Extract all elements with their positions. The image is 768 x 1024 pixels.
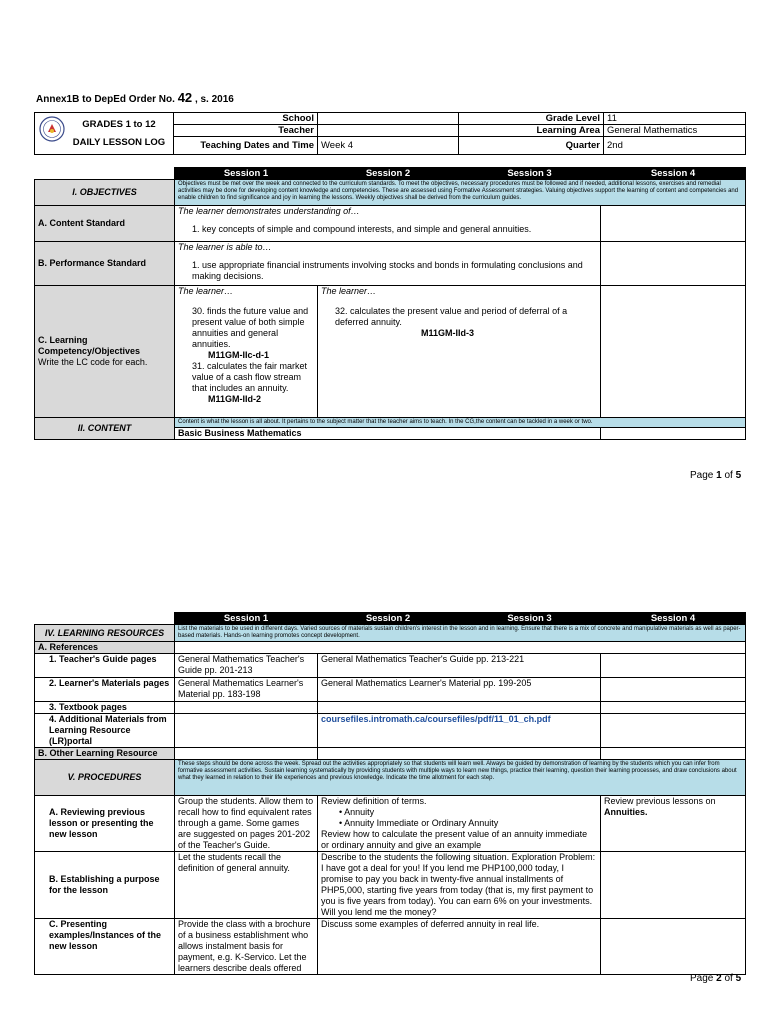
purpose-label: B. Establishing a purpose for the lesson	[35, 852, 175, 919]
session-4-header: Session 4	[601, 168, 746, 180]
session-2-header-p2: Session 2	[318, 613, 459, 625]
presenting-s2: Discuss some examples of deferred annuity in real life.	[318, 919, 601, 975]
presenting-s1: Provide the class with a brochure of a business establishment who allows instalment basis for payment, e.g. K-Servico. Let the learners describe deals offered	[175, 919, 318, 975]
session-4-header-p2: Session 4	[601, 613, 746, 625]
teachers-guide-label: 1. Teacher's Guide pages	[35, 654, 175, 678]
additional-materials-link[interactable]: coursefiles.intromath.ca/coursefiles/pdf/11_01_ch.pdf	[318, 714, 601, 748]
session-1-header: Session 1	[175, 168, 318, 180]
grade-level-label: Grade Level	[459, 113, 604, 125]
content-label: II. CONTENT	[35, 418, 175, 440]
session-2-header: Session 2	[318, 168, 459, 180]
content-standard-cell: The learner demonstrates understanding of… 1. key concepts of simple and compound interests, and simple and general annuities.	[175, 206, 601, 242]
page-1-number: Page 1 of 5	[690, 470, 742, 481]
content-note: Content is what the lesson is all about. It pertains to the subject matter that the teacher aims to teach. In the CG,the content can be tackled in a week or two.	[175, 418, 746, 428]
learners-materials-label: 2. Learner's Materials pages	[35, 678, 175, 702]
quarter-value: 2nd	[604, 137, 746, 155]
header-table	[34, 112, 746, 155]
purpose-s2: Describe to the students the following situation. Exploration Problem: I have got a deal for you! If you lend me PHP100,000 today, I promise to pay you back in twenty-five annual installments of PHP5,000, starting five years from today (that is, my first payment to you is five years from today). You can earn 6% on your investments. Will you lend me the money?	[318, 852, 601, 919]
session-3-header-p2: Session 3	[459, 613, 601, 625]
grade-level-value: 11	[604, 113, 746, 125]
performance-standard-cell: The learner is able to… 1. use appropriate financial instruments involving stocks and bonds in formulating conclusions and making decisions.	[175, 242, 601, 286]
lc-session-1: The learner… 30. finds the future value and present value of both simple annuities and general annuities. M11GM-IIc-d-1 31. calculates the fair market value of a cash flow stream that includes an annuity. M11GM-IId-2	[175, 286, 318, 418]
school-value	[318, 113, 459, 125]
procedures-label: V. PROCEDURES	[35, 760, 175, 796]
teacher-label: Teacher	[174, 125, 318, 137]
learning-resources-note: List the materials to be used in different days. Varied sources of materials sustain children's interest in the lesson and in learning. Ensure that there is a mix of concrete and manipulative materials as well as paper-based materials. Hands-on learning promotes concept development.	[175, 625, 746, 642]
learning-competency-label: C. Learning Competency/Objectives Write the LC code for each.	[35, 286, 175, 418]
performance-standard-label: B. Performance Standard	[35, 242, 175, 286]
resources-table	[34, 612, 746, 975]
teachers-guide-s2: General Mathematics Teacher's Guide pp. 213-221	[318, 654, 601, 678]
reviewing-label: A. Reviewing previous lesson or presenting the new lesson	[35, 796, 175, 852]
session-1-header-p2: Session 1	[175, 613, 318, 625]
page-2-number: Page 2 of 5	[690, 973, 742, 984]
content-value: Basic Business Mathematics	[175, 428, 601, 440]
dates-value: Week 4	[318, 137, 459, 155]
school-label: School	[174, 113, 318, 125]
references-label: A. References	[35, 642, 175, 654]
reviewing-s1: Group the students. Allow them to recall how to find equivalent rates through a game. Some games are suggested on pages 201-202 of the Teacher's Guide.	[175, 796, 318, 852]
learning-area-value: General Mathematics	[604, 125, 746, 137]
dates-label: Teaching Dates and Time	[174, 137, 318, 155]
other-resource-label: B. Other Learning Resource	[35, 748, 175, 760]
session-3-header: Session 3	[459, 168, 601, 180]
teachers-guide-s1: General Mathematics Teacher's Guide pp. 201-213	[175, 654, 318, 678]
objectives-label: I. OBJECTIVES	[35, 180, 175, 206]
procedures-note: These steps should be done across the week. Spread out the activities appropriately so that students will learn well. Always be guided by demonstration of learning by the students which you can infer from formative assessment activities. Sustain learning systematically by providing students with multiple ways to learn new things, practice their learning, question their learning processes, and draw conclusions about what they learned in relation to their life experiences and previous knowledge. Indicate the time allotment for each step.	[175, 760, 746, 796]
learning-resources-label: IV. LEARNING RESOURCES	[35, 625, 175, 642]
annex-heading: Annex1B to DepEd Order No. 42 , s. 2016	[36, 90, 234, 105]
presenting-label: C. Presenting examples/Instances of the new lesson	[35, 919, 175, 975]
lc-session-2: The learner… 32. calculates the present value and period of deferral of a deferred annuity. M11GM-IId-3	[318, 286, 601, 418]
objectives-table	[34, 167, 746, 440]
content-standard-label: A. Content Standard	[35, 206, 175, 242]
reviewing-s4: Review previous lessons on Annuities.	[601, 796, 746, 852]
additional-materials-label: 4. Additional Materials from Learning Resource (LR)portal	[35, 714, 175, 748]
learners-materials-s2: General Mathematics Learner's Material pp. 199-205	[318, 678, 601, 702]
reviewing-s2: Review definition of terms. • Annuity • Annuity Immediate or Ordinary Annuity Review how to calculate the present value of an annuity immediate or ordinary annuity and give an example	[318, 796, 601, 852]
quarter-label: Quarter	[459, 137, 604, 155]
textbook-label: 3. Textbook pages	[35, 702, 175, 714]
teacher-value	[318, 125, 459, 137]
objectives-note: Objectives must be met over the week and connected to the curriculum standards. To meet the objectives, necessary procedures must be followed and if needed, additional lessons, exercises and remedial activities may be done for developing content knowledge and competencies. These are assessed using Formative Assessment strategies. Valuing objectives support the learning of content and competencies and enable children to find significance and joy in learning the lessons. Weekly objectives shall be derived from the curriculum guides.	[175, 180, 746, 206]
learning-area-label: Learning Area	[459, 125, 604, 137]
learners-materials-s1: General Mathematics Learner's Material pp. 183-198	[175, 678, 318, 702]
purpose-s1: Let the students recall the definition of general annuity.	[175, 852, 318, 919]
grades-cell: GRADES 1 to 12 DAILY LESSON LOG	[35, 113, 174, 155]
